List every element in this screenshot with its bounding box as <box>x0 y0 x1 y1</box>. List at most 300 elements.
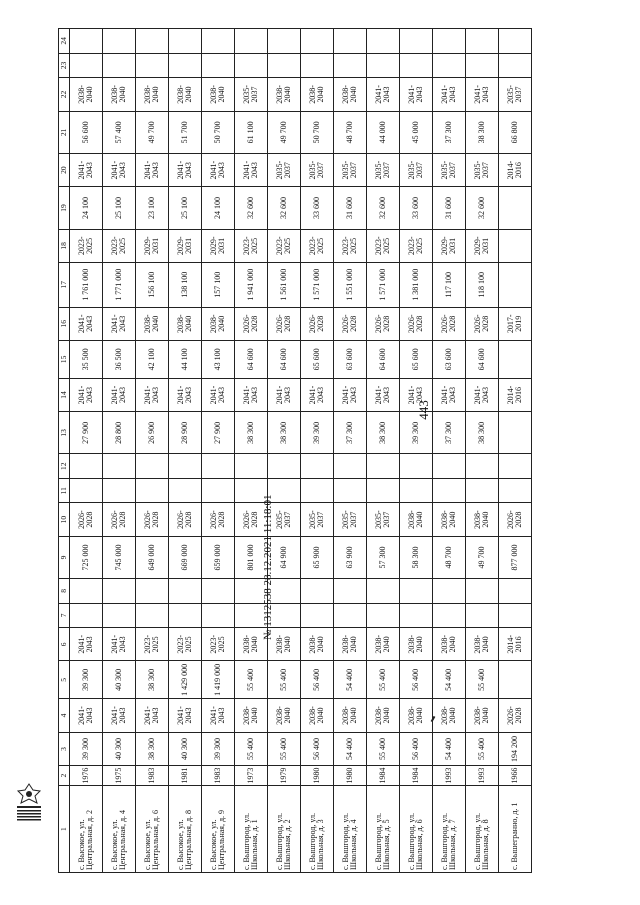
table-cell: 2038-2040 <box>202 78 235 111</box>
table-cell: 2029-2031 <box>169 229 202 262</box>
table-cell <box>466 579 499 603</box>
table-cell: 57 300 <box>367 536 400 578</box>
table-cell: 38 300 <box>136 732 169 765</box>
table-cell <box>499 53 532 77</box>
table-cell: 39 300 <box>70 732 103 765</box>
table-cell <box>400 603 433 627</box>
table-cell: 50 700 <box>301 111 334 153</box>
table-cell: 2026-2028 <box>202 503 235 536</box>
table-cell: 2038-2040 <box>202 307 235 340</box>
column-number-7: 7 <box>59 603 70 627</box>
table-cell: 2041-2043 <box>169 378 202 411</box>
table-cell: 117 100 <box>433 263 466 308</box>
table-cell: 2038-2040 <box>136 307 169 340</box>
table-cell <box>466 29 499 54</box>
table-cell: 2038-2040 <box>301 699 334 732</box>
table-cell: 2041-2043 <box>334 378 367 411</box>
table-row <box>169 29 202 873</box>
column-number-11: 11 <box>59 478 70 502</box>
table-cell <box>466 478 499 502</box>
registry-emblem-icon <box>14 782 44 830</box>
table-cell: 2038-2040 <box>301 628 334 661</box>
table-cell <box>499 263 532 308</box>
table-cell: 54 400 <box>334 732 367 765</box>
table-cell: 2038-2040 <box>268 628 301 661</box>
table-cell: 55 400 <box>268 661 301 699</box>
table-cell: 2041-2043 <box>103 307 136 340</box>
table-cell: 2023-2025 <box>103 229 136 262</box>
table-cell: 2035-2037 <box>235 78 268 111</box>
address-cell: с. Высокое, ул. Центральная, д. 6 <box>136 786 169 873</box>
table-cell <box>268 53 301 77</box>
table-cell: 2026-2028 <box>268 307 301 340</box>
table-row <box>334 29 367 873</box>
table-cell: 745 000 <box>103 536 136 578</box>
table-cell: 2041-2043 <box>70 153 103 186</box>
table-cell: 2023-2025 <box>70 229 103 262</box>
table-cell: 659 000 <box>202 536 235 578</box>
table-cell: 2041-2043 <box>466 78 499 111</box>
table-cell: 156 100 <box>136 263 169 308</box>
table-cell: 65 600 <box>301 340 334 378</box>
table-cell: 56 400 <box>400 732 433 765</box>
table-cell: 2038-2040 <box>367 628 400 661</box>
address-cell: с. Высокое, ул. Центральная, д. 4 <box>103 786 136 873</box>
table-cell: 2026-2028 <box>367 307 400 340</box>
table-cell <box>70 478 103 502</box>
table-cell: 2038-2040 <box>235 628 268 661</box>
table-cell: 2041-2043 <box>103 153 136 186</box>
table-cell: 1983 <box>136 766 169 786</box>
table-cell: 39 300 <box>400 412 433 454</box>
table-cell <box>70 579 103 603</box>
table-cell: 2023-2025 <box>136 628 169 661</box>
table-cell <box>136 53 169 77</box>
table-cell <box>367 29 400 54</box>
table-cell <box>268 29 301 54</box>
table-cell: 194 200 <box>499 732 532 765</box>
table-cell: 2026-2028 <box>235 503 268 536</box>
table-cell <box>202 603 235 627</box>
table-row <box>433 29 466 873</box>
table-cell <box>301 29 334 54</box>
table-cell <box>301 478 334 502</box>
column-number-16: 16 <box>59 307 70 340</box>
table-cell: 33 600 <box>301 187 334 229</box>
table-cell <box>334 603 367 627</box>
table-cell: 2014-2016 <box>499 628 532 661</box>
table-cell: 2041-2043 <box>202 378 235 411</box>
address-cell: с. Вышгород, ул. Школьная, д. 1 <box>235 786 268 873</box>
table-cell: 1993 <box>466 766 499 786</box>
table-cell: 44 100 <box>169 340 202 378</box>
table-cell: 25 100 <box>103 187 136 229</box>
table-cell: 48 700 <box>334 111 367 153</box>
address-cell: с. Вышгород, ул. Школьная, д. 3 <box>301 786 334 873</box>
table-cell: 37 300 <box>334 412 367 454</box>
table-cell <box>70 29 103 54</box>
table-cell: 35 500 <box>70 340 103 378</box>
table-cell <box>202 478 235 502</box>
table-cell: 63 900 <box>334 536 367 578</box>
table-cell <box>169 454 202 478</box>
table-cell <box>169 29 202 54</box>
table-row <box>466 29 499 873</box>
table-cell: 2038-2040 <box>367 699 400 732</box>
table-cell: 2041-2043 <box>433 378 466 411</box>
table-cell <box>103 29 136 54</box>
table-cell <box>235 29 268 54</box>
table-cell: 2038-2040 <box>235 699 268 732</box>
table-cell <box>136 29 169 54</box>
table-cell: 1983 <box>202 766 235 786</box>
table-cell: 1993 <box>433 766 466 786</box>
table-cell <box>136 478 169 502</box>
table-cell: 2038-2040 <box>70 78 103 111</box>
table-cell: 56 400 <box>301 732 334 765</box>
table-cell: 55 400 <box>466 661 499 699</box>
table-cell: 2041-2043 <box>103 699 136 732</box>
table-cell: 2023-2025 <box>400 229 433 262</box>
table-cell: 56 600 <box>70 111 103 153</box>
column-number-1: 1 <box>59 786 70 873</box>
table-cell: 2041-2043 <box>169 699 202 732</box>
table-cell: 2038-2040 <box>268 78 301 111</box>
table-cell <box>301 53 334 77</box>
table-row <box>103 29 136 873</box>
table-cell: 2041-2043 <box>136 153 169 186</box>
column-number-2: 2 <box>59 766 70 786</box>
table-cell: 1 761 000 <box>70 263 103 308</box>
table-row <box>301 29 334 873</box>
table-cell: 38 300 <box>367 412 400 454</box>
table-cell: 1980 <box>334 766 367 786</box>
table-cell <box>70 454 103 478</box>
table-cell: 2041-2043 <box>433 78 466 111</box>
table-cell <box>202 454 235 478</box>
table-row <box>499 29 532 873</box>
table-cell: 44 000 <box>367 111 400 153</box>
table-cell: 2023-2025 <box>169 628 202 661</box>
table-cell: 2038-2040 <box>169 307 202 340</box>
table-cell: 2038-2040 <box>334 699 367 732</box>
address-cell: с. Вышегранно, д. 1 <box>499 786 532 873</box>
table-row <box>202 29 235 873</box>
table-cell: 2026-2028 <box>103 503 136 536</box>
table-cell <box>169 579 202 603</box>
table-cell: 2041-2043 <box>202 153 235 186</box>
table-cell: 37 300 <box>433 111 466 153</box>
table-cell <box>400 53 433 77</box>
table-cell: 2026-2028 <box>433 307 466 340</box>
table-cell: 1 561 000 <box>268 263 301 308</box>
table-cell: 27 900 <box>202 412 235 454</box>
column-number-3: 3 <box>59 732 70 765</box>
address-cell: с. Вышгород, ул. Школьная, д. 5 <box>367 786 400 873</box>
table-cell: 25 100 <box>169 187 202 229</box>
address-cell: с. Высокое, ул. Центральная, д. 9 <box>202 786 235 873</box>
capital-repair-table <box>58 28 532 873</box>
table-cell <box>301 454 334 478</box>
table-cell: 64 600 <box>466 340 499 378</box>
table-cell: 1 429 000 <box>169 661 202 699</box>
table-cell: 64 600 <box>235 340 268 378</box>
table-cell <box>367 53 400 77</box>
table-cell: 40 300 <box>103 732 136 765</box>
table-cell: 1966 <box>499 766 532 786</box>
column-number-15: 15 <box>59 340 70 378</box>
table-cell <box>334 29 367 54</box>
table-cell <box>301 603 334 627</box>
table-cell: 49 700 <box>136 111 169 153</box>
table-cell <box>400 579 433 603</box>
table-cell: 51 700 <box>169 111 202 153</box>
table-cell: 2041-2043 <box>400 378 433 411</box>
table-cell: 56 400 <box>301 661 334 699</box>
table-cell <box>136 579 169 603</box>
registration-stamp: № 1312538 28.12.2021 11:18:01 <box>262 494 274 640</box>
table-cell <box>466 454 499 478</box>
table-cell <box>499 661 532 699</box>
table-cell: 2026-2028 <box>136 503 169 536</box>
table-cell <box>499 187 532 229</box>
table-cell: 55 400 <box>268 732 301 765</box>
table-cell: 2026-2028 <box>70 503 103 536</box>
table-cell: 2026-2028 <box>169 503 202 536</box>
table-cell: 2023-2025 <box>367 229 400 262</box>
column-number-18: 18 <box>59 229 70 262</box>
table-cell: 2038-2040 <box>466 628 499 661</box>
table-body <box>70 29 532 873</box>
table-cell <box>103 579 136 603</box>
table-row <box>70 29 103 873</box>
table-cell <box>499 478 532 502</box>
table-cell: 56 400 <box>400 661 433 699</box>
table-cell: 2023-2025 <box>202 628 235 661</box>
table-cell: 2041-2043 <box>367 378 400 411</box>
column-number-19: 19 <box>59 187 70 229</box>
table-cell: 1980 <box>301 766 334 786</box>
table-cell: 2035-2037 <box>499 78 532 111</box>
table-cell: 2041-2043 <box>466 378 499 411</box>
table-row <box>400 29 433 873</box>
table-cell: 2038-2040 <box>103 78 136 111</box>
table-cell: 2038-2040 <box>169 78 202 111</box>
table-cell: 649 000 <box>136 536 169 578</box>
table-cell: 2041-2043 <box>70 378 103 411</box>
page-number: 443 <box>416 400 431 420</box>
table-cell <box>400 478 433 502</box>
table-cell: 1984 <box>400 766 433 786</box>
table-cell: 23 100 <box>136 187 169 229</box>
column-number-21: 21 <box>59 111 70 153</box>
table-cell: 38 300 <box>466 111 499 153</box>
table-cell: 32 600 <box>235 187 268 229</box>
table-cell: 2014-2016 <box>499 378 532 411</box>
table-cell: 2038-2040 <box>268 699 301 732</box>
column-number-6: 6 <box>59 628 70 661</box>
table-cell: 1975 <box>103 766 136 786</box>
table-cell: 2035-2037 <box>433 153 466 186</box>
column-number-13: 13 <box>59 412 70 454</box>
table-cell: 2023-2025 <box>301 229 334 262</box>
table-cell: 55 400 <box>466 732 499 765</box>
table-cell <box>235 53 268 77</box>
table-cell: 2038-2040 <box>334 78 367 111</box>
table-cell: 31 600 <box>334 187 367 229</box>
table-cell: 1 571 000 <box>301 263 334 308</box>
table-cell: 1 419 000 <box>202 661 235 699</box>
table-cell: 64 900 <box>268 536 301 578</box>
table-cell: 2038-2040 <box>301 78 334 111</box>
table-cell: 2041-2043 <box>70 307 103 340</box>
table-cell: 2026-2028 <box>466 307 499 340</box>
table-cell: 2041-2043 <box>103 378 136 411</box>
address-cell: с. Высокое, ул. Центральная, д. 8 <box>169 786 202 873</box>
table-cell: 2026-2028 <box>499 699 532 732</box>
column-number-header-row <box>59 29 70 873</box>
table-cell <box>433 579 466 603</box>
table-cell: 2035-2037 <box>268 503 301 536</box>
column-number-23: 23 <box>59 53 70 77</box>
table-cell: 1 941 000 <box>235 263 268 308</box>
table-cell: 33 600 <box>400 187 433 229</box>
table-cell: 2035-2037 <box>466 153 499 186</box>
table-cell <box>499 603 532 627</box>
table-cell <box>367 478 400 502</box>
table-cell: 28 800 <box>103 412 136 454</box>
table-cell: 27 900 <box>70 412 103 454</box>
table-cell <box>499 412 532 454</box>
table-cell: 48 700 <box>433 536 466 578</box>
table-cell: 2038-2040 <box>400 699 433 732</box>
table-cell: 39 300 <box>301 412 334 454</box>
table-cell: 1976 <box>70 766 103 786</box>
table-cell <box>202 29 235 54</box>
table-cell: 669 000 <box>169 536 202 578</box>
table-cell: 138 100 <box>169 263 202 308</box>
table-cell: 57 400 <box>103 111 136 153</box>
table-cell: 54 400 <box>433 661 466 699</box>
column-number-10: 10 <box>59 503 70 536</box>
table-cell: 2041-2043 <box>235 378 268 411</box>
table-cell: 38 300 <box>136 661 169 699</box>
address-cell: с. Вышгород, ул. Школьная, д. 7 <box>433 786 466 873</box>
table-cell: 2038-2040 <box>466 699 499 732</box>
table-cell: 63 600 <box>334 340 367 378</box>
table-cell: 877 000 <box>499 536 532 578</box>
table-cell <box>433 603 466 627</box>
table-cell: 2035-2037 <box>367 153 400 186</box>
table-cell: 2026-2028 <box>334 307 367 340</box>
table-cell: 32 600 <box>268 187 301 229</box>
table-cell: 38 300 <box>466 412 499 454</box>
table-cell: 2038-2040 <box>334 628 367 661</box>
table-cell: 39 300 <box>70 661 103 699</box>
table-cell: 157 100 <box>202 263 235 308</box>
table-cell <box>70 603 103 627</box>
table-cell: 58 300 <box>400 536 433 578</box>
table-cell: 2041-2043 <box>136 378 169 411</box>
table-cell <box>169 53 202 77</box>
table-cell: 2017-2019 <box>499 307 532 340</box>
table-cell: 40 300 <box>103 661 136 699</box>
table-cell <box>136 603 169 627</box>
address-cell: с. Вышгород, ул. Школьная, д. 2 <box>268 786 301 873</box>
table-cell: 66 800 <box>499 111 532 153</box>
table-cell: 36 500 <box>103 340 136 378</box>
table-cell: 1 571 000 <box>367 263 400 308</box>
table-cell: 43 100 <box>202 340 235 378</box>
table-cell: 55 400 <box>235 661 268 699</box>
table-cell: 2023-2025 <box>235 229 268 262</box>
table-cell <box>103 53 136 77</box>
table-cell: 39 300 <box>202 732 235 765</box>
table-cell: 2041-2043 <box>70 699 103 732</box>
table-cell: 2041-2043 <box>202 699 235 732</box>
table-cell <box>499 579 532 603</box>
table-cell: 32 600 <box>367 187 400 229</box>
table-cell: 2038-2040 <box>136 78 169 111</box>
column-number-22: 22 <box>59 78 70 111</box>
column-number-8: 8 <box>59 579 70 603</box>
table-cell <box>400 29 433 54</box>
table-cell: 2026-2028 <box>235 307 268 340</box>
table-cell: 54 400 <box>433 732 466 765</box>
table-cell: 26 900 <box>136 412 169 454</box>
table-cell: 24 100 <box>70 187 103 229</box>
table-cell: 2029-2031 <box>202 229 235 262</box>
table-cell: 2026-2028 <box>301 307 334 340</box>
table-cell: 2035-2037 <box>400 153 433 186</box>
table-cell: 2035-2037 <box>367 503 400 536</box>
table-cell: 2035-2037 <box>268 153 301 186</box>
column-number-17: 17 <box>59 263 70 308</box>
table-cell <box>367 579 400 603</box>
column-number-5: 5 <box>59 661 70 699</box>
address-cell: с. Вышгород, ул. Школьная, д. 4 <box>334 786 367 873</box>
table-cell: 65 900 <box>301 536 334 578</box>
table-cell: 49 700 <box>466 536 499 578</box>
table-cell: 1981 <box>169 766 202 786</box>
table-cell: 2041-2043 <box>136 699 169 732</box>
table-cell <box>334 53 367 77</box>
table-cell <box>466 603 499 627</box>
table-cell: 61 100 <box>235 111 268 153</box>
table-cell <box>334 478 367 502</box>
table-cell <box>433 454 466 478</box>
table-cell <box>169 603 202 627</box>
table-cell: 55 400 <box>367 661 400 699</box>
table-cell: 50 700 <box>202 111 235 153</box>
table-cell <box>301 579 334 603</box>
table-cell: 2038-2040 <box>433 699 466 732</box>
table-cell <box>499 340 532 378</box>
table-cell <box>466 53 499 77</box>
table-cell: 42 100 <box>136 340 169 378</box>
table-cell: 2035-2037 <box>334 503 367 536</box>
table-cell: 2038-2040 <box>433 628 466 661</box>
table-cell: 1973 <box>235 766 268 786</box>
table-cell <box>169 478 202 502</box>
table-row <box>136 29 169 873</box>
table-cell: 28 900 <box>169 412 202 454</box>
table-cell: 32 600 <box>466 187 499 229</box>
table-cell: 64 600 <box>268 340 301 378</box>
table-cell: 65 600 <box>400 340 433 378</box>
address-cell: с. Вышгород, ул. Школьная, д. 6 <box>400 786 433 873</box>
table-cell <box>499 229 532 262</box>
